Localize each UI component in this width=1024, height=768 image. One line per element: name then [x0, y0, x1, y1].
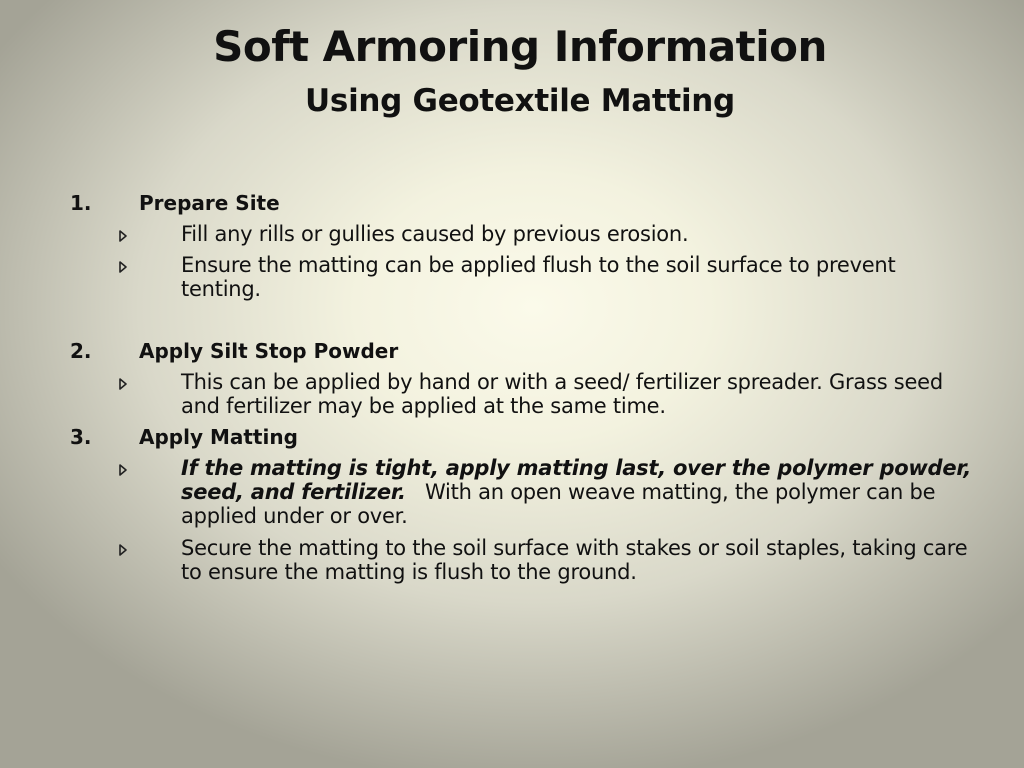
bullet-rest: With an open weave matting, the polymer can be applied under or over. [181, 480, 936, 528]
step-heading: Apply Matting [139, 425, 298, 449]
step-number: 2. [70, 339, 92, 363]
step-number: 1. [70, 191, 92, 215]
slide-title: Soft Armoring Information [213, 22, 827, 71]
bullet-text: Ensure the matting can be applied flush to the soil surface to prevent tenting. [181, 253, 896, 301]
bullet-icon [116, 224, 132, 248]
bullet-text: Fill any rills or gullies caused by previous erosion. [181, 222, 689, 246]
step-heading: Prepare Site [139, 191, 280, 215]
bullet-icon [116, 255, 132, 279]
slide-subtitle: Using Geotextile Matting [305, 83, 735, 119]
bullet-text: Secure the matting to the soil surface with stakes or soil staples, taking care to ensure the matting is flush to the ground. [181, 536, 968, 584]
bullet-emphasis: If the matting is tight, apply matting last, over the polymer powder, seed, and fertilizer. [181, 456, 972, 504]
bullet-text: This can be applied by hand or with a seed/ fertilizer spreader. Grass seed and fertilizer may be applied at the same time. [181, 370, 943, 418]
step-heading: Apply Silt Stop Powder [139, 339, 399, 363]
bullet-icon [116, 538, 132, 562]
step-number: 3. [70, 425, 92, 449]
bullet-text [181, 456, 981, 528]
bullet-icon [116, 458, 132, 482]
bullet-icon [116, 372, 132, 396]
